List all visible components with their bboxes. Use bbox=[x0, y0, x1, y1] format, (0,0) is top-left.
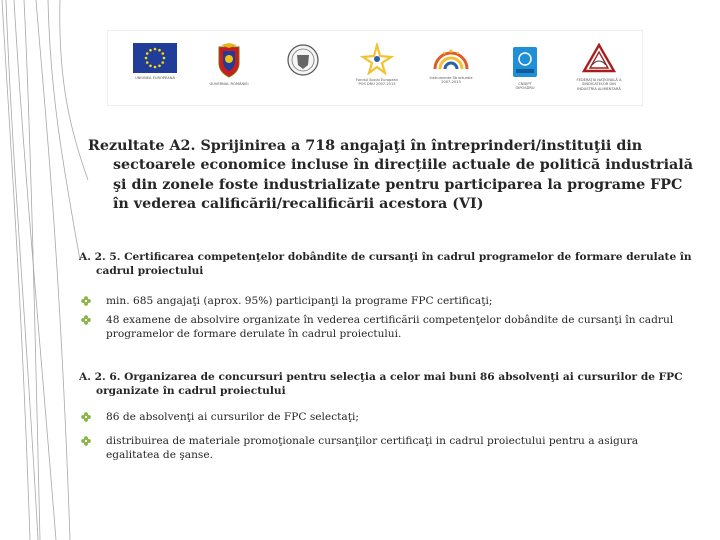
cndipt-icon bbox=[511, 43, 539, 79]
logo-strip bbox=[107, 30, 643, 106]
eu-star-icon bbox=[149, 64, 152, 67]
fse-star-icon bbox=[360, 43, 394, 75]
logo-caption: CNDIPT OIPOSDRU bbox=[515, 82, 535, 91]
romanian-government-crest-logo bbox=[196, 43, 262, 86]
list-item bbox=[79, 294, 694, 308]
list-item bbox=[79, 410, 694, 424]
eu-star-icon bbox=[145, 57, 148, 60]
logo-caption: Fondul Social European POS DRU 2007-2013 bbox=[355, 78, 399, 87]
section-title: A. 2. 6. Organizarea de concursuri pentru selecţia a celor mai buni 86 absolvenţi ai cursurilor de FPC organizate în cadrul proiectului bbox=[79, 371, 683, 398]
federation-logo bbox=[566, 43, 632, 91]
result-heading: Rezultate A2. Sprijinirea a 718 angajaţi în întreprinderi/instituţii din sectoarele economice incluse în direcțiile actuale de politică industrială şi din zonele foste industrializate pentru participarea la programe FPC în vederea calificării/recalificării acestora (VI) bbox=[88, 138, 693, 212]
federation-icon bbox=[582, 43, 616, 75]
crest-icon bbox=[215, 43, 243, 79]
cndipt-logo bbox=[492, 43, 558, 91]
logo-caption: UNIUNEA EUROPEANĂ bbox=[135, 76, 175, 80]
logo-caption: GUVERNUL ROMÂNIEI bbox=[209, 82, 249, 86]
eu-star-icon bbox=[154, 48, 157, 51]
list-item bbox=[79, 313, 694, 341]
diamond-bullet-icon bbox=[81, 296, 91, 306]
instrumente-structurale-logo bbox=[418, 43, 484, 85]
eu-flag-icon bbox=[133, 43, 177, 73]
eu-star-icon bbox=[158, 64, 161, 67]
bullet-text: 48 examene de absolvire organizate în vederea certificării competenţelor dobândite de cursanţi în cadrul programelor de formare derulate în cadrul proiectului. bbox=[106, 314, 674, 341]
diamond-bullet-icon bbox=[81, 412, 91, 422]
bullet-text: distribuirea de materiale promoţionale cursanţilor certificaţi in cadrul proiectului pentru a asigura egalitatea de şanse. bbox=[106, 435, 639, 462]
eu-star-icon bbox=[163, 57, 166, 60]
seal-icon bbox=[286, 43, 320, 77]
eu-star-icon bbox=[146, 52, 149, 55]
ministry-seal-logo bbox=[270, 43, 336, 80]
eu-star-icon bbox=[161, 52, 164, 55]
eu-star-icon bbox=[146, 61, 149, 64]
eu-star-icon bbox=[158, 49, 161, 52]
logo-caption: Instrumente Structurale 2007-2013 bbox=[429, 76, 473, 85]
bullet-text: 86 de absolvenţi ai cursurilor de FPC selectaţi; bbox=[106, 411, 359, 423]
decorative-lines bbox=[0, 0, 90, 540]
section-title: A. 2. 5. Certificarea competenţelor dobândite de cursanţi în cadrul programelor de formare derulate în cadrul proiectului bbox=[79, 251, 692, 278]
eu-flag-logo bbox=[122, 43, 188, 80]
fondul-social-european-logo bbox=[344, 43, 410, 87]
eu-star-icon bbox=[161, 61, 164, 64]
diamond-bullet-icon bbox=[81, 436, 91, 446]
instrumente-icon bbox=[431, 43, 471, 73]
list-item bbox=[79, 434, 694, 462]
bullet-text: min. 685 angajaţi (aprox. 95%) participanţi la programe FPC certificaţi; bbox=[106, 295, 493, 307]
eu-star-icon bbox=[154, 66, 157, 69]
logo-caption: FEDERAŢIA NAŢIONALĂ A SINDICATELOR DIN INDUSTRIA ALIMENTARĂ bbox=[576, 78, 622, 91]
eu-star-icon bbox=[149, 49, 152, 52]
diamond-bullet-icon bbox=[81, 315, 91, 325]
